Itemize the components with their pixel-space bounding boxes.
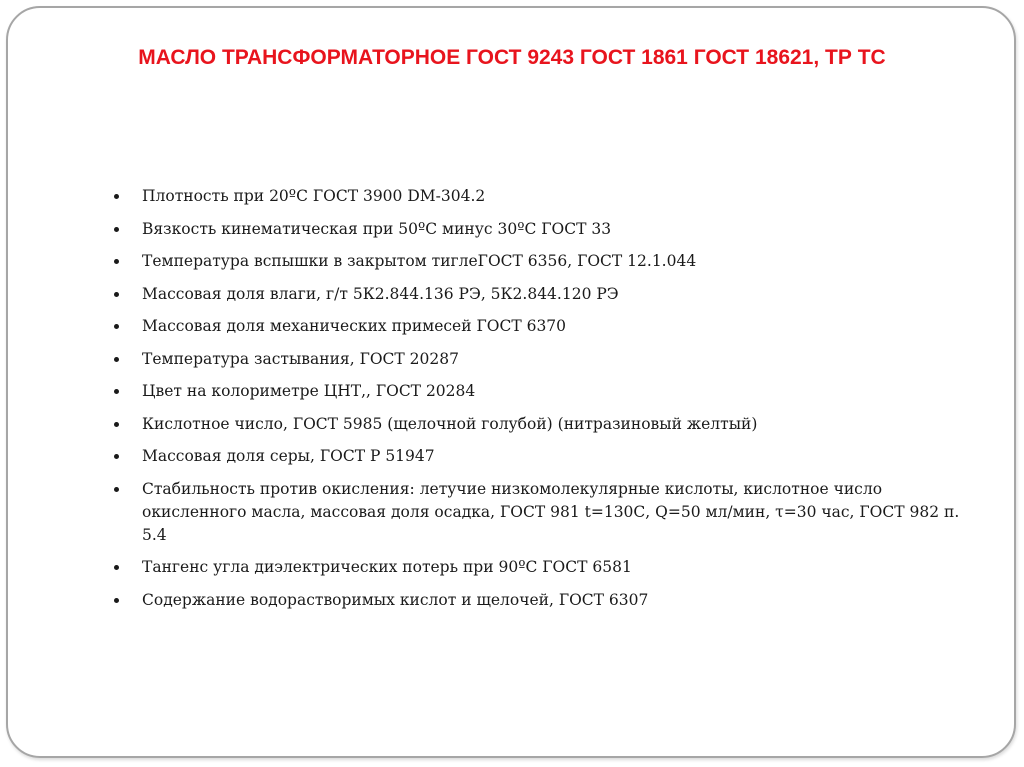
list-item	[108, 413, 968, 436]
bullet-text: Цвет на колориметре ЦНТ,, ГОСТ 20284	[142, 382, 476, 400]
list-item	[108, 445, 968, 468]
list-item	[108, 589, 968, 612]
bullet-text: Кислотное число, ГОСТ 5985 (щелочной голубой) (нитразиновый желтый)	[142, 414, 758, 433]
list-item	[108, 348, 968, 371]
bullet-icon	[114, 324, 119, 329]
bullet-text: Температура застывания, ГОСТ 20287	[142, 349, 459, 368]
bullet-icon	[114, 259, 119, 264]
list-item	[108, 250, 968, 273]
list-item	[108, 283, 968, 306]
bullet-list	[108, 185, 968, 621]
list-item	[108, 556, 968, 579]
bullet-icon	[114, 357, 119, 362]
bullet-icon	[114, 487, 119, 492]
bullet-text: Стабильность против окисления: летучие низкомолекулярные кислоты, кислотное число окисленного масла, массовая доля осадка, ГОСТ 981 t=130С, Q=50 мл/мин, τ=30 час, ГОСТ 982 п. 5.4	[142, 479, 960, 544]
bullet-icon	[114, 565, 119, 570]
bullet-icon	[114, 454, 119, 459]
list-item	[108, 478, 968, 547]
bullet-icon	[114, 422, 119, 427]
list-item	[108, 185, 968, 208]
bullet-text: Вязкость кинематическая при 50ºС минус 30ºС ГОСТ 33	[142, 219, 612, 238]
bullet-text: Содержание водорастворимых кислот и щелочей, ГОСТ 6307	[142, 590, 649, 609]
bullet-text: Температура вспышки в закрытом тиглеГОСТ 6356, ГОСТ 12.1.044	[142, 252, 697, 270]
bullet-text: Плотность при 20ºС ГОСТ 3900 DM-304.2	[142, 187, 486, 205]
bullet-text: Тангенс угла диэлектрических потерь при 90ºС ГОСТ 6581	[142, 558, 632, 576]
list-item	[108, 218, 968, 241]
bullet-text: Массовая доля механических примесей ГОСТ 6370	[142, 317, 567, 335]
bullet-text: Массовая доля влаги, г/т 5К2.844.136 РЭ, 5К2.844.120 РЭ	[142, 284, 619, 303]
bullet-icon	[114, 598, 119, 603]
list-item	[108, 315, 968, 338]
bullet-text: Массовая доля серы, ГОСТ Р 51947	[142, 447, 435, 465]
bullet-icon	[114, 292, 119, 297]
list-item	[108, 380, 968, 403]
bullet-icon	[114, 194, 119, 199]
slide-title: МАСЛО ТРАНСФОРМАТОРНОЕ ГОСТ 9243 ГОСТ 1861 ГОСТ 18621, ТР ТС	[138, 46, 886, 69]
bullet-icon	[114, 389, 119, 394]
bullet-icon	[114, 227, 119, 232]
